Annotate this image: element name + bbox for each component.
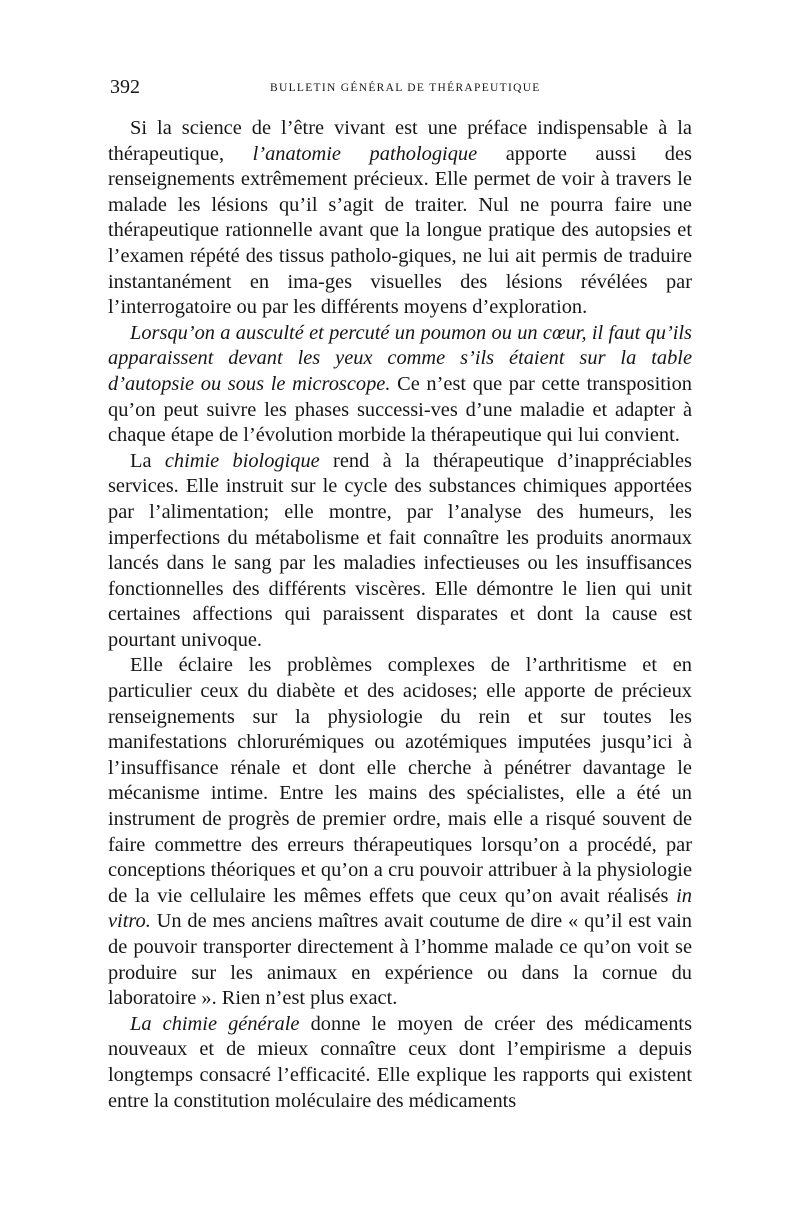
paragraph-5: [108, 1012, 692, 1114]
body-text: [108, 116, 692, 1114]
paragraph-5-italic: La chimie générale: [130, 1012, 300, 1035]
paragraph-3-text-a: La: [130, 449, 165, 472]
paragraph-4-text-a: Elle éclaire les problèmes complexes de l’arthritisme et en particulier ceux du diabète et des acidoses; elle apporte de précieux renseignements sur la physiologie du rein et sur toutes les manifestations chlorurémiques ou azotémiques imputées jusqu’ici à l’insuffisance rénale et dont elle cherche à pénétrer davantage le mécanisme intime. Entre les mains des spécialistes, elle a été un instrument de progrès de premier ordre, mais elle a risqué souvent de faire commettre des erreurs thérapeutiques lorsqu’on a procédé, par conceptions théoriques et qu’on a cru pouvoir attribuer à la physiologie de la vie cellulaire les mêmes effets que ceux qu’on avait réalisés: [108, 654, 692, 907]
paragraph-1-text-b: apporte aussi des renseignements extrêmement précieux. Elle permet de voir à travers le malade les lésions qu’il s’agit de traiter. Nul ne pourra faire une thérapeutique rationnelle avant que la longue pratique des autopsies et l’examen répété des tissus patholo-giques, ne lui ait permis de traduire instantanément en ima-ges visuelles des lésions révélées par l’interrogatoire ou par les différents moyens d’exploration.: [108, 142, 692, 319]
paragraph-3: [108, 449, 692, 654]
page-number: 392: [110, 76, 140, 98]
paragraph-5-text: donne le moyen de créer des médicaments nouveaux et de mieux connaître ceux dont l’empirisme a depuis longtemps consacré l’efficacité. Elle explique les rapports qui existent entre la constitution moléculaire des médicaments: [108, 1012, 693, 1112]
paragraph-2: [108, 321, 692, 449]
paragraph-3-text-b: rend à la thérapeutique d’inappréciables services. Elle instruit sur le cycle des substances chimiques apportées par l’alimentation; elle montre, par l’analyse des humeurs, les imperfections du métabolisme et fait connaître les produits anormaux lancés dans le sang par les maladies infectieuses ou les insuffisances fonctionnelles des différents viscères. Elle démontre le lien qui unit certaines affections qui paraissent disparates et dont la cause est pourtant univoque.: [108, 449, 692, 651]
page-header: [110, 76, 700, 98]
paragraph-4-text-b: Un de mes anciens maîtres avait coutume de dire « qu’il est vain de pouvoir transporter directement à l’homme malade ce qu’on voit se produire sur les animaux en expérience ou dans la cornue du laboratoire ». Rien n’est plus exact.: [108, 910, 692, 1010]
paragraph-1: [108, 116, 692, 321]
paragraph-3-italic: chimie biologique: [164, 449, 320, 472]
paragraph-2-text: Ce n’est que par cette transposition qu’on peut suivre les phases successi-ves d’une maladie et adapter à chaque étape de l’évolution morbide la thérapeutique qui lui convient.: [108, 372, 692, 447]
paragraph-4-italic: in vitro.: [108, 884, 692, 933]
paragraph-1-text-a: Si la science de l’être vivant est une préface indispensable à la thérapeutique,: [108, 117, 692, 165]
paragraph-1-italic: l’anatomie pathologique: [252, 142, 478, 165]
running-title: BULLETIN GÉNÉRAL DE THÉRAPEUTIQUE: [270, 82, 541, 94]
paragraph-4: [108, 653, 692, 1011]
paragraph-2-italic: Lorsqu’on a ausculté et percuté un poumon ou un cœur, il faut qu’ils apparaissent devant les yeux comme s’ils étaient sur la table d’autopsie ou sous le microscope.: [108, 321, 692, 395]
